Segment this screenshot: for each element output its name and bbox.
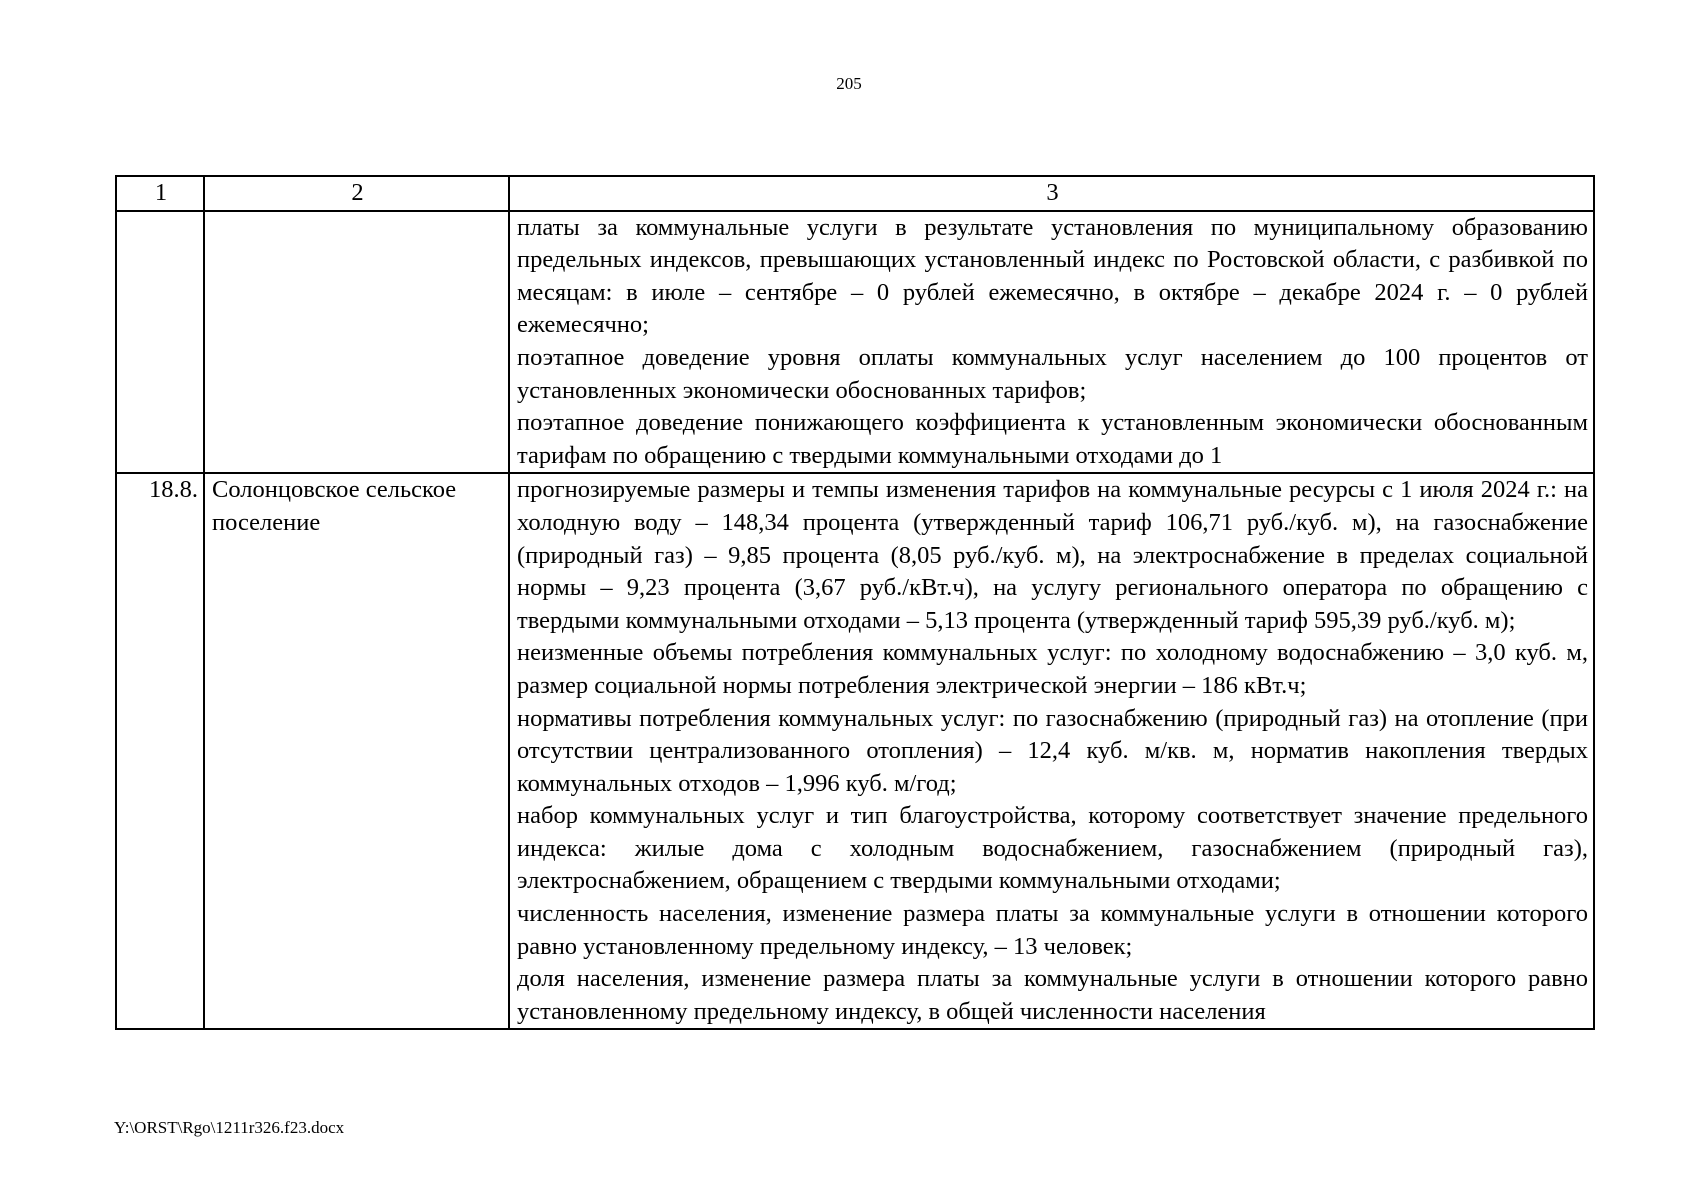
paragraph: поэтапное доведение понижающего коэффициента к установленным экономически обоснованным тарифам по обращению с твердыми коммунальными отходами до 1 — [517, 409, 1588, 469]
settlement-name-cell: Солонцовское сельское поселение — [204, 473, 509, 1029]
paragraph: платы за коммунальные услуги в результате установления по муниципальному образованию предельных индексов, превышающих установленный индекс по Ростовской области, с разбивкой по месяцам: в июле – сентябре – 0 рублей ежемесячно, в октябре – декабре 2024 г. – 0 рублей ежемесячно; — [517, 213, 1588, 339]
description-cell — [509, 473, 1594, 1029]
settlement-name-cell — [204, 211, 509, 474]
table-row-18-8 — [116, 473, 1594, 1029]
paragraph: численность населения, изменение размера платы за коммунальные услуги в отношении которого равно установленному предельному индексу, – 13 человек; — [517, 900, 1588, 960]
description-cell — [509, 211, 1594, 474]
table-header-row — [116, 176, 1594, 211]
page-number: 205 — [836, 74, 862, 93]
header-col-1: 1 — [116, 176, 204, 211]
paragraph: неизменные объемы потребления коммунальных услуг: по холодному водоснабжению – 3,0 куб. м, размер социальной нормы потребления электрической энергии – 186 кВт.ч; — [517, 639, 1588, 699]
footer-file-path: Y:\ORST\Rgo\1211r326.f23.docx — [114, 1118, 345, 1137]
header-col-2: 2 — [204, 176, 509, 211]
row-number-cell: 18.8. — [116, 473, 204, 1029]
tariff-table — [115, 175, 1595, 1030]
paragraph: нормативы потребления коммунальных услуг: по газоснабжению (природный газ) на отопление (при отсутствии централизованного отопления) – 12,4 куб. м/кв. м, норматив накопления твердых коммунальных отходов – 1,996 куб. м/год; — [517, 704, 1588, 797]
paragraph: доля населения, изменение размера платы за коммунальные услуги в отношении которого равно установленному предельному индексу, в общей численности населения — [517, 965, 1588, 1025]
paragraph: поэтапное доведение уровня оплаты коммунальных услуг населением до 100 процентов от установленных экономически обоснованных тарифов; — [517, 343, 1588, 404]
paragraph: набор коммунальных услуг и тип благоустройства, которому соответствует значение предельного индекса: жилые дома с холодным водоснабжением, газоснабжением (природный газ), электроснабжением, обращением с твердыми коммунальными отходами; — [517, 802, 1588, 895]
row-number-cell — [116, 211, 204, 474]
paragraph: прогнозируемые размеры и темпы изменения тарифов на коммунальные ресурсы с 1 июля 2024 г.: на холодную воду – 148,34 процента (утвержденный тариф 106,71 руб./куб. м), на газоснабжение (природный газ) – 9,85 процента (8,05 руб./куб. м), на электроснабжение в пределах социальной нормы – 9,23 процента (3,67 руб./кВт.ч), на услугу регионального оператора по обращению с твердыми коммунальными отходами – 5,13 процента (утвержденный тариф 595,39 руб./куб. м); — [517, 476, 1588, 634]
table-row-continued — [116, 211, 1594, 474]
header-col-3: 3 — [509, 176, 1594, 211]
